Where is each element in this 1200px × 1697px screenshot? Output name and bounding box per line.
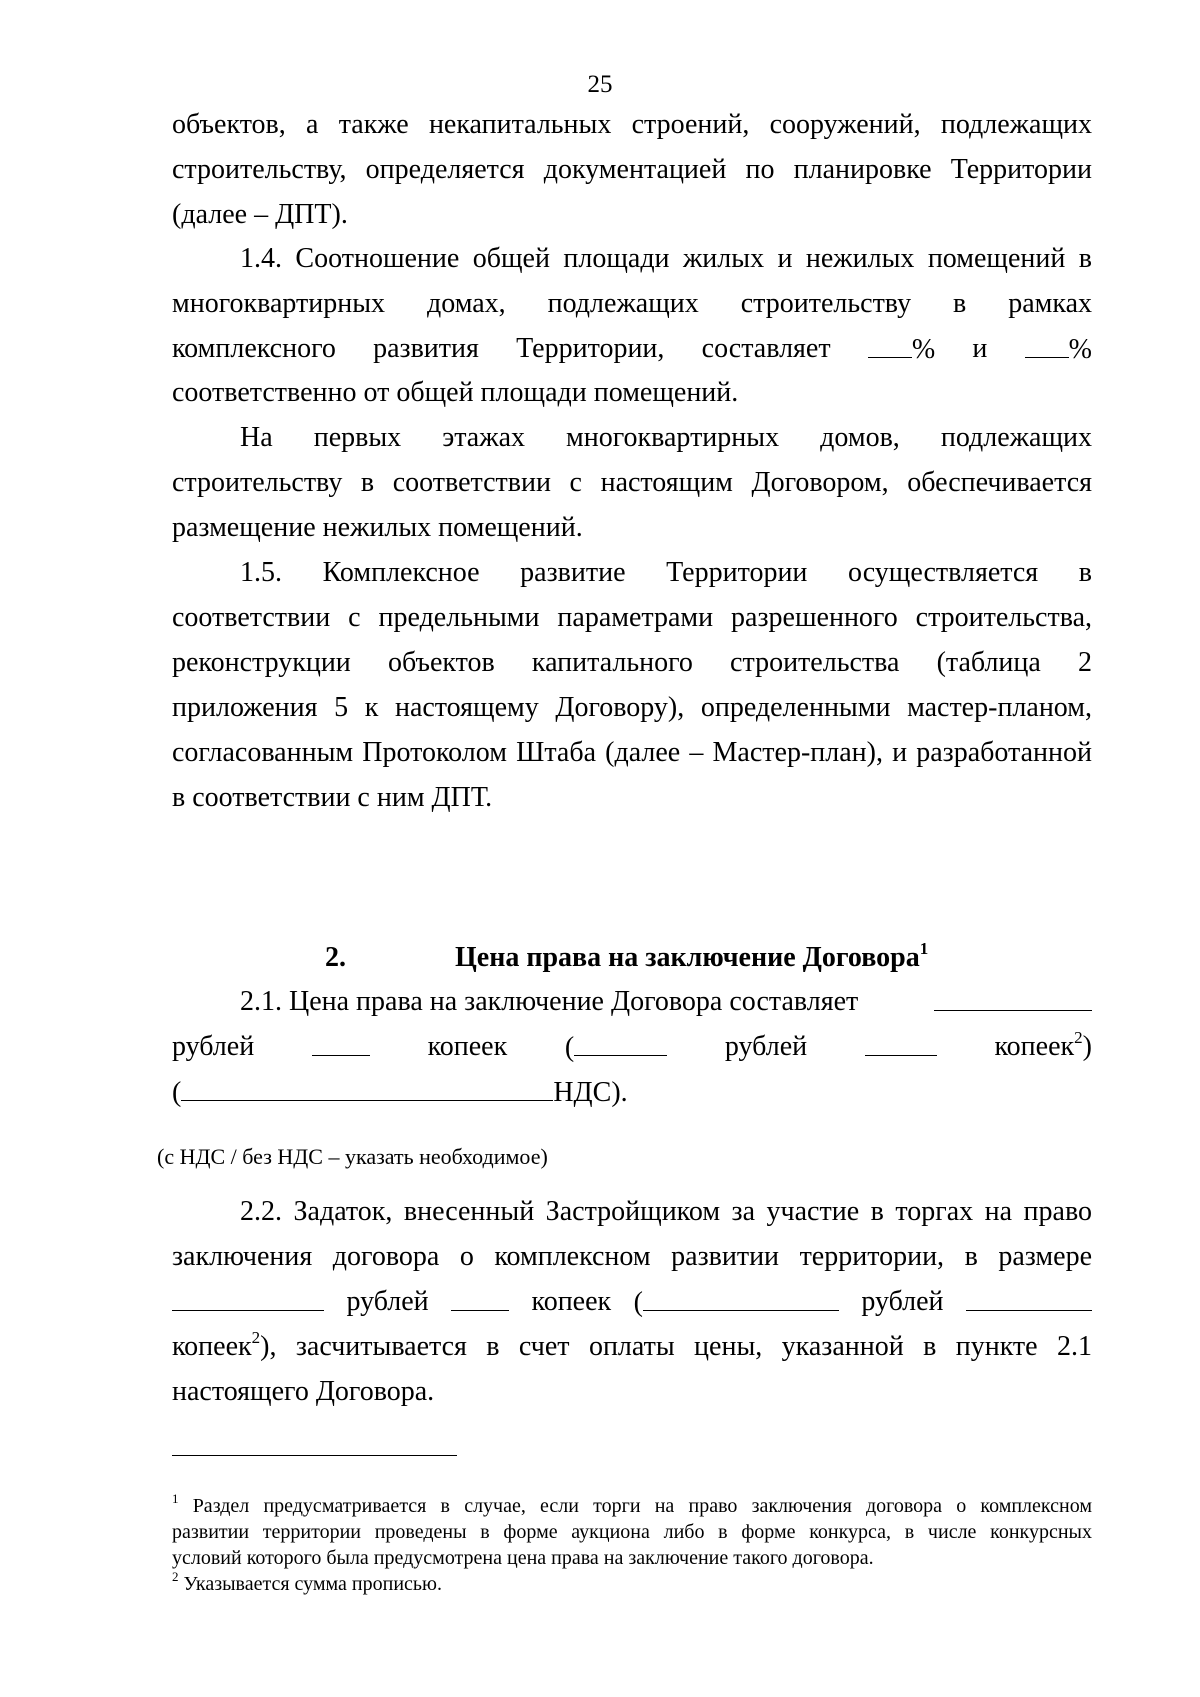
page-number: 25	[587, 71, 613, 98]
clause-2-2-start: 2.2. Задаток, внесенный Застройщиком за участие в торгах на право	[240, 1196, 1092, 1227]
blank-underline	[574, 1030, 667, 1056]
word: рублей	[724, 1031, 808, 1062]
paragraph-line: многоквартирных домах, подлежащих строительству в рамках	[172, 288, 1092, 319]
footnote-1-cont: развитии территории проведены в форме аукциона либо в форме конкурса, в числе конкурсных	[172, 1521, 1092, 1543]
blank-underline	[868, 332, 912, 358]
blank-underline	[172, 1285, 324, 1311]
word: копеек	[531, 1286, 612, 1317]
footnote-ref: 1	[919, 938, 929, 958]
blank-underline	[865, 1030, 937, 1056]
paragraph-line: заключения договора о комплексном развитии территории, в размере	[172, 1241, 1092, 1272]
blank-underline	[451, 1285, 509, 1311]
word: Территории,	[516, 333, 665, 364]
paragraph-line: соответственно от общей площади помещений.	[172, 377, 739, 408]
footnote-divider	[172, 1455, 457, 1456]
paragraph-line: приложения 5 к настоящему Договору), определенными мастер-планом,	[172, 692, 1092, 723]
paragraph-line: настоящего Договора.	[172, 1376, 435, 1407]
paragraph-line: реконструкции объектов капитального строительства (таблица 2	[172, 647, 1092, 678]
paragraph-line: строительству, определяется документацией по планировке Территории	[172, 154, 1092, 185]
percent-field-1: %	[868, 332, 935, 367]
paragraph-line: объектов, а также некапитальных строений, сооружений, подлежащих	[172, 109, 1092, 140]
word: комплексного	[172, 333, 336, 364]
vat-note: (с НДС / без НДС – указать необходимое)	[157, 1144, 548, 1169]
word: рублей	[861, 1286, 944, 1317]
footnote-ref: 2	[1074, 1027, 1083, 1047]
word-with-ref: копеек$^2$)	[994, 1027, 1092, 1062]
clause-1-4-start: 1.4. Соотношение общей площади жилых и нежилых помещений в	[240, 243, 1092, 274]
blank-underline	[1025, 332, 1069, 358]
paragraph-line: (далее – ДПТ).	[172, 199, 348, 230]
paragraph-line: соответствии с предельными параметрами разрешенного строительства,	[172, 602, 1092, 633]
paragraph-line: размещение нежилых помещений.	[172, 512, 583, 543]
word: рублей	[346, 1286, 429, 1317]
clause-1-5-start: 1.5. Комплексное развитие Территории осуществляется в	[240, 557, 1092, 588]
blank-underline	[312, 1030, 370, 1056]
blank-underline	[181, 1075, 553, 1101]
word: составляет	[701, 333, 831, 364]
percent-field-2: %	[1025, 332, 1092, 367]
clause-2-1-start	[240, 985, 1092, 1019]
paragraph-line: в соответствии с ним ДПТ.	[172, 782, 493, 813]
paragraph-line: копеек$^2$), засчитывается в счет оплаты цены, указанной в пункте 2.1	[172, 1327, 1092, 1362]
footnote-1-cont: условий которого была предусмотрена цена права на заключение такого договора.	[172, 1547, 874, 1569]
paragraph-line: согласованным Протоколом Штаба (далее – Мастер-план), и разработанной	[172, 737, 1092, 768]
word: и	[972, 333, 988, 364]
deposit-amount-line	[172, 1285, 1092, 1320]
footnote-1: $^1$ Раздел предусматривается в случае, если торги на право заключения договора о комплексном	[172, 1491, 1092, 1517]
clause-text: 2.1. Цена права на заключение Договора составляет	[240, 986, 859, 1017]
vat-line: ( НДС).	[172, 1077, 628, 1108]
section-title: Цена права на заключение Договора$^1$	[455, 938, 929, 973]
section-number: 2.	[325, 942, 346, 973]
percent-ratio-line	[172, 332, 1092, 367]
paragraph-line: На первых этажах многоквартирных домов, подлежащих	[240, 422, 1092, 453]
blank-underline	[643, 1285, 839, 1311]
footnote-ref: 2	[251, 1327, 261, 1347]
word: копеек	[427, 1031, 508, 1062]
footnote-2: $^2$ Указывается сумма прописью.	[172, 1569, 442, 1595]
blank-underline	[966, 1285, 1092, 1311]
price-amount-line	[172, 1027, 1092, 1065]
paragraph-line: строительству в соответствии с настоящим Договором, обеспечивается	[172, 467, 1092, 498]
blank-underline	[934, 985, 1092, 1011]
bracket-field: (	[634, 1285, 839, 1320]
word: рублей	[172, 1031, 255, 1062]
word: развития	[373, 333, 479, 364]
bracket-field: (	[565, 1030, 667, 1065]
